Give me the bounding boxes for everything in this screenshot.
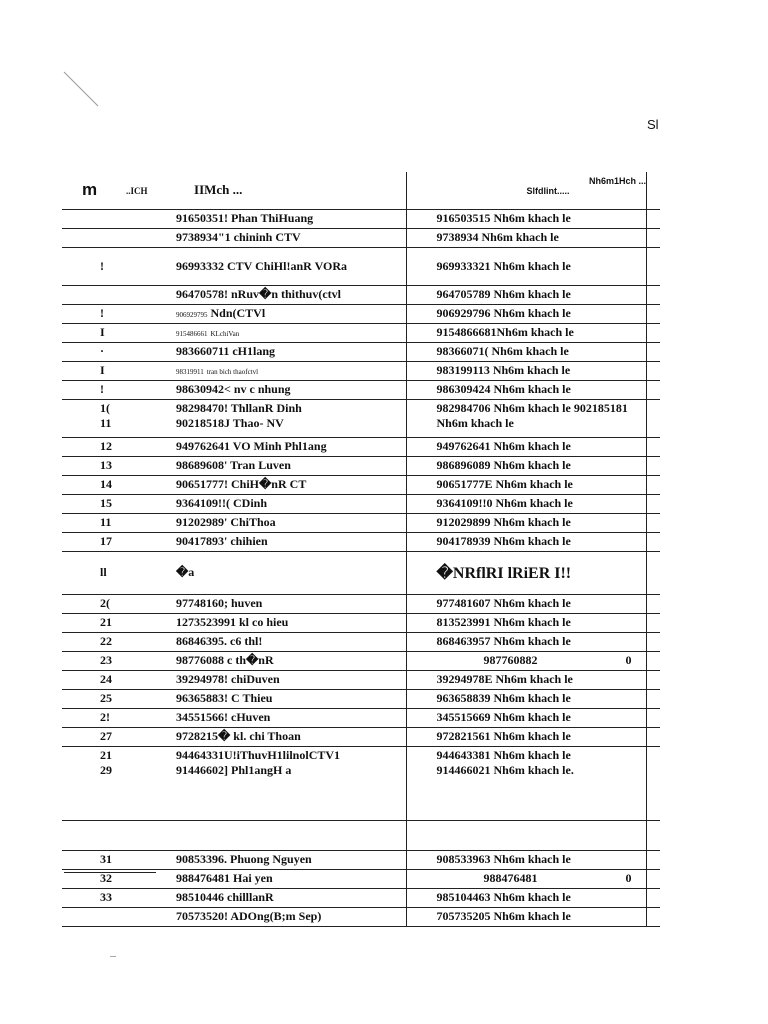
table-row <box>62 457 660 476</box>
group-text: Nh6m khach le <box>436 416 514 430</box>
name-text: 39294978! chiDuven <box>176 672 280 686</box>
header-no-label: m <box>82 180 98 199</box>
customer-name <box>122 870 406 889</box>
name-text: 9738934"1 chininh CTV <box>176 230 301 244</box>
row-number-text: 25 <box>100 691 112 705</box>
group-text: 949762641 Nh6m khach le <box>436 439 571 453</box>
customer-group <box>406 552 646 595</box>
row-number-text: ! <box>100 306 104 320</box>
group-text: �NRflRI lRiER I!! <box>436 564 572 582</box>
extra-cell <box>646 305 660 324</box>
name-text: 91650351! Phan ThiHuang <box>176 211 314 225</box>
customer-group <box>406 362 646 381</box>
extra-cell <box>646 889 660 908</box>
customer-group <box>406 533 646 552</box>
customer-name <box>122 821 406 851</box>
header-name <box>122 172 406 210</box>
name-text: 96470578! nRuv�n thithuv(ctvl <box>176 287 341 301</box>
name-text: 98776088 c th�nR <box>176 653 274 667</box>
row-number <box>62 210 122 229</box>
customer-name <box>122 305 406 324</box>
row-number <box>62 728 122 747</box>
customer-group <box>406 595 646 614</box>
customer-group <box>406 495 646 514</box>
name-text: 9728215� kl. chi Thoan <box>176 729 301 743</box>
row-number-text: 1( <box>100 401 110 415</box>
customer-group <box>406 671 646 690</box>
header-col-d: Nh6m1Hch ... <box>589 176 647 186</box>
row-number <box>62 889 122 908</box>
customer-name <box>122 908 406 927</box>
table-row <box>62 747 660 821</box>
header-col-a: ..ICH <box>126 186 148 196</box>
customer-group <box>406 851 646 870</box>
group-text: 39294978E Nh6m khach le <box>436 672 573 686</box>
row-number <box>62 343 122 362</box>
extra-cell <box>646 821 660 851</box>
customer-name <box>122 438 406 457</box>
row-number-text: I <box>100 325 105 339</box>
table-row <box>62 229 660 248</box>
group-text: 986309424 Nh6m khach le <box>436 382 571 396</box>
group-text: 705735205 Nh6m khach le <box>436 909 571 923</box>
group-text: 908533963 Nh6m khach le <box>436 852 571 866</box>
name-text: 34551566! cHuven <box>176 710 271 724</box>
customer-group <box>406 400 646 438</box>
group-text: 944643381 Nh6m khach le <box>436 748 571 762</box>
name-text: 91202989' ChiThoa <box>176 515 276 529</box>
customer-name <box>122 400 406 438</box>
table-row <box>62 210 660 229</box>
customer-name <box>122 286 406 305</box>
customer-group <box>406 210 646 229</box>
table-header-row <box>62 172 660 210</box>
table-row <box>62 362 660 381</box>
row-number <box>62 324 122 343</box>
name-text: 96993332 CTV ChiHl!anR VORa <box>176 258 348 273</box>
customer-group <box>406 229 646 248</box>
customer-group <box>406 457 646 476</box>
table-row <box>62 908 660 927</box>
row-number <box>62 652 122 671</box>
extra-cell <box>646 709 660 728</box>
row-number-text: 11 <box>100 515 112 529</box>
row-number-text: 33 <box>100 890 112 904</box>
name-text: 9364109!!( CDinh <box>176 496 268 510</box>
header-no <box>62 172 122 210</box>
tail-value: 0 <box>625 653 632 667</box>
table-row <box>62 671 660 690</box>
extra-cell <box>646 595 660 614</box>
row-number <box>62 552 122 595</box>
row-number-text: 13 <box>100 458 112 472</box>
customer-name <box>122 362 406 381</box>
customer-name <box>122 889 406 908</box>
table-row <box>62 343 660 362</box>
extra-cell <box>646 633 660 652</box>
row-number <box>62 709 122 728</box>
name-text: 98298470! ThllanR Dinh <box>176 401 302 415</box>
name-text: 98510446 chilllanR <box>176 890 274 904</box>
row-number-text: 17 <box>100 534 112 548</box>
table-row <box>62 495 660 514</box>
name-text: 97748160; huven <box>176 596 263 610</box>
extra-cell <box>646 324 660 343</box>
group-text: 9738934 Nh6m khach le <box>436 230 559 244</box>
group-text: 982984706 Nh6m khach le 902185181 <box>436 401 628 415</box>
table-row <box>62 595 660 614</box>
row-number-text: ll <box>100 565 107 579</box>
row-number-text: 24 <box>100 672 112 686</box>
customer-name <box>122 476 406 495</box>
row-number <box>62 671 122 690</box>
row-number <box>62 690 122 709</box>
group-text: 9364109!!0 Nh6m khach le <box>436 496 573 510</box>
extra-cell <box>646 381 660 400</box>
name-text: 983660711 cH1lang <box>176 344 276 358</box>
group-text: 813523991 Nh6m khach le <box>436 615 571 629</box>
row-number <box>62 747 122 821</box>
customer-name <box>122 229 406 248</box>
customer-name <box>122 343 406 362</box>
row-number <box>62 495 122 514</box>
customer-name <box>122 595 406 614</box>
row-number-text: ! <box>100 382 104 396</box>
row-number-text: 31 <box>100 852 112 866</box>
row-number-text: 11 <box>100 416 112 430</box>
table-row <box>62 476 660 495</box>
row-number <box>62 400 122 438</box>
row-number <box>62 821 122 851</box>
customer-name <box>122 457 406 476</box>
customer-group <box>406 821 646 851</box>
name-code-small: 906929795 <box>176 311 208 319</box>
table-row <box>62 324 660 343</box>
row-number <box>62 381 122 400</box>
row-number <box>62 595 122 614</box>
name-code-small: 915486661 <box>176 330 208 338</box>
extra-cell <box>646 286 660 305</box>
extra-cell <box>646 362 660 381</box>
group-text: 912029899 Nh6m khach le <box>436 515 571 529</box>
customer-name <box>122 533 406 552</box>
group-text: 987760882 <box>483 653 538 667</box>
row-number-text: ! <box>100 258 104 273</box>
extra-cell <box>646 400 660 438</box>
extra-cell <box>646 851 660 870</box>
table-row <box>62 851 660 870</box>
extra-cell <box>646 690 660 709</box>
group-text: 972821561 Nh6m khach le <box>436 729 571 743</box>
row-number-text: I <box>100 363 105 377</box>
row-number-text: 14 <box>100 477 112 491</box>
customer-name <box>122 324 406 343</box>
extra-cell <box>646 476 660 495</box>
corner-diagonal-mark <box>62 70 102 110</box>
row-number-text: 29 <box>100 763 112 777</box>
row-number <box>62 633 122 652</box>
group-text: 98366071( Nh6m khach le <box>436 344 569 358</box>
customer-group <box>406 652 646 671</box>
footer-mark: ... <box>110 950 116 959</box>
table-row <box>62 728 660 747</box>
group-text: 9154866681Nh6m khach le <box>436 325 574 339</box>
row-number-text: 32 <box>100 871 112 885</box>
extra-cell <box>646 747 660 821</box>
extra-cell <box>646 495 660 514</box>
customer-name <box>122 381 406 400</box>
row-number-text: · <box>100 344 105 358</box>
group-text: 983199113 Nh6m khach le <box>436 363 571 377</box>
header-col-b: IIMch ... <box>194 182 243 197</box>
name-text: 94464331U!iThuvH1lilnolCTV1 <box>176 748 341 762</box>
group-text: 963658839 Nh6m khach le <box>436 691 571 705</box>
extra-cell <box>646 614 660 633</box>
group-text: 868463957 Nh6m khach le <box>436 634 571 648</box>
customer-group <box>406 324 646 343</box>
row-number <box>62 533 122 552</box>
name-code-small: 98319911 <box>176 368 204 376</box>
table-row <box>62 614 660 633</box>
customer-name <box>122 552 406 595</box>
extra-cell <box>646 652 660 671</box>
group-text: 90651777E Nh6m khach le <box>436 477 573 491</box>
group-text: 916503515 Nh6m khach le <box>436 211 571 225</box>
customer-group <box>406 286 646 305</box>
customer-group <box>406 305 646 324</box>
table-row <box>62 709 660 728</box>
customer-name <box>122 652 406 671</box>
group-text: 986896089 Nh6m khach le <box>436 458 571 472</box>
table-row <box>62 889 660 908</box>
table-row <box>62 552 660 595</box>
group-text: 969933321 Nh6m khach le <box>436 258 571 273</box>
name-text: 1273523991 kl co hieu <box>176 615 289 629</box>
table-row <box>62 248 660 286</box>
customer-group <box>406 381 646 400</box>
customer-name <box>122 747 406 821</box>
table-row <box>62 690 660 709</box>
customer-name <box>122 709 406 728</box>
row-number-text: 21 <box>100 748 112 762</box>
customer-table <box>62 172 660 927</box>
customer-group <box>406 747 646 821</box>
row-number <box>62 438 122 457</box>
extra-cell <box>646 210 660 229</box>
name-text-small: tran bich thaofctvl <box>206 368 259 376</box>
name-text: 988476481 Hai yen <box>176 871 273 885</box>
customer-group <box>406 709 646 728</box>
extra-cell <box>646 552 660 595</box>
customer-group <box>406 690 646 709</box>
name-text: 70573520! ADOng(B;m Sep) <box>176 909 322 923</box>
customer-name <box>122 614 406 633</box>
name-text: 90218518J Thao- NV <box>176 416 284 430</box>
row-number <box>62 286 122 305</box>
name-text: Ndn(CTVl <box>210 306 266 320</box>
header-extra <box>646 172 660 210</box>
name-text: 96365883! C Thieu <box>176 691 273 705</box>
tail-value: 0 <box>625 871 632 885</box>
row-number-text: 22 <box>100 634 112 648</box>
customer-name <box>122 495 406 514</box>
customer-name <box>122 210 406 229</box>
name-text: 86846395. c6 thl! <box>176 634 263 648</box>
extra-cell <box>646 248 660 286</box>
customer-name <box>122 851 406 870</box>
customer-group <box>406 438 646 457</box>
row-number <box>62 908 122 927</box>
customer-name <box>122 248 406 286</box>
corner-label: Sl <box>647 117 659 132</box>
customer-name <box>122 633 406 652</box>
customer-group <box>406 476 646 495</box>
customer-group <box>406 908 646 927</box>
group-text: 985104463 Nh6m khach le <box>436 890 571 904</box>
customer-group <box>406 889 646 908</box>
table-row <box>62 533 660 552</box>
row-number-text: 23 <box>100 653 112 667</box>
row-number <box>62 248 122 286</box>
customer-group <box>406 633 646 652</box>
table-row <box>62 633 660 652</box>
row-number <box>62 457 122 476</box>
name-text: 98630942< nv c nhung <box>176 382 291 396</box>
table-row <box>62 821 660 851</box>
cell-underline <box>64 872 156 873</box>
extra-cell <box>646 343 660 362</box>
table-row <box>62 652 660 671</box>
row-number-text: 21 <box>100 615 112 629</box>
extra-cell <box>646 457 660 476</box>
group-text: 988476481 <box>483 871 538 885</box>
extra-cell <box>646 728 660 747</box>
table-row <box>62 438 660 457</box>
group-text: 904178939 Nh6m khach le <box>436 534 571 548</box>
name-text: 91446602] Phl1angH a <box>176 763 292 777</box>
row-number <box>62 614 122 633</box>
name-text: 90651777! ChiH�nR CT <box>176 477 307 491</box>
group-text: 906929796 Nh6m khach le <box>436 306 571 320</box>
table-row <box>62 305 660 324</box>
group-text: 914466021 Nh6m khach le. <box>436 763 574 777</box>
extra-cell <box>646 438 660 457</box>
name-text: 90853396. Phuong Nguyen <box>176 852 312 866</box>
row-number <box>62 476 122 495</box>
row-number <box>62 514 122 533</box>
row-number-text: 15 <box>100 496 112 510</box>
name-text: �a <box>176 565 195 579</box>
row-number <box>62 305 122 324</box>
table-row <box>62 400 660 438</box>
extra-cell <box>646 671 660 690</box>
extra-cell <box>646 533 660 552</box>
row-number-text: 27 <box>100 729 112 743</box>
row-number <box>62 851 122 870</box>
extra-cell <box>646 229 660 248</box>
extra-cell <box>646 514 660 533</box>
extra-cell <box>646 908 660 927</box>
row-number-text: 2! <box>100 710 110 724</box>
table-row <box>62 286 660 305</box>
customer-name <box>122 728 406 747</box>
header-col-c: Slfdlint..... <box>526 185 570 196</box>
row-number-text: 2( <box>100 596 110 610</box>
extra-cell <box>646 870 660 889</box>
table-row <box>62 514 660 533</box>
customer-name <box>122 514 406 533</box>
group-text: 345515669 Nh6m khach le <box>436 710 571 724</box>
name-text: 949762641 VO Minh Phl1ang <box>176 439 327 453</box>
customer-group <box>406 728 646 747</box>
group-text: 977481607 Nh6m khach le <box>436 596 571 610</box>
customer-group <box>406 870 646 889</box>
table-row <box>62 381 660 400</box>
customer-group <box>406 343 646 362</box>
customer-group <box>406 248 646 286</box>
customer-name <box>122 690 406 709</box>
name-text: 98689608' Tran Luven <box>176 458 291 472</box>
group-text: 964705789 Nh6m khach le <box>436 287 571 301</box>
row-number <box>62 362 122 381</box>
customer-name <box>122 671 406 690</box>
name-text-small: KLchiVan <box>210 330 240 338</box>
customer-group <box>406 614 646 633</box>
name-text: 90417893' chihien <box>176 534 268 548</box>
row-number <box>62 229 122 248</box>
customer-group <box>406 514 646 533</box>
row-number-text: 12 <box>100 439 112 453</box>
